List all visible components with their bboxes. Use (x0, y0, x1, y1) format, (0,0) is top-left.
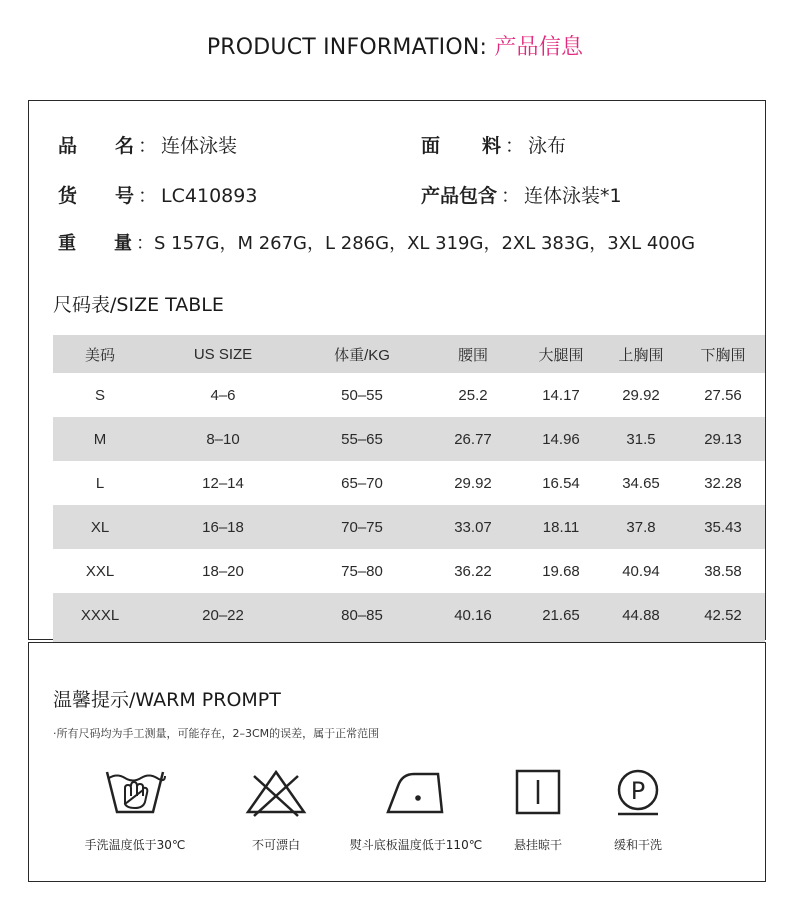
line-dry-icon (506, 768, 570, 818)
size-table-row (53, 593, 765, 637)
size-table-cell: 18–20 (202, 562, 244, 580)
size-table-cell: 34.65 (622, 474, 660, 492)
size-table-cell: 29.92 (454, 474, 492, 492)
size-table-cell: 20–22 (202, 606, 244, 624)
info-value-fabric: 泳布 (528, 135, 567, 157)
care-label: 熨斗底板温度低于110℃ (349, 838, 483, 852)
size-table-cell: 4–6 (210, 386, 236, 404)
dry-clean-p-icon (606, 768, 670, 818)
size-table-cell: 40.94 (622, 562, 660, 580)
size-table-cell: 70–75 (341, 518, 383, 536)
page-title (0, 30, 790, 61)
info-row-weight: 重 量 ：S 157G，M 267G，L 286G，XL 319G，2XL 383G，3XL 400G (58, 229, 695, 255)
size-table-cell: XXL (85, 562, 115, 580)
size-table-cell: XL (90, 518, 110, 536)
care-label: 手洗温度低于30℃ (84, 838, 186, 852)
size-table-cell: 8–10 (206, 430, 240, 448)
size-table-cell: 27.56 (704, 386, 742, 404)
size-table-header-cell: 下胸围 (700, 346, 746, 364)
care-item-hand-wash (60, 768, 210, 853)
size-table-cell: 25.2 (458, 386, 488, 404)
size-table-row (53, 549, 765, 593)
page-title-cn: 产品信息 (494, 35, 584, 60)
size-table-cell: 18.11 (542, 518, 580, 536)
size-table-cell: 50–55 (341, 386, 383, 404)
size-table-title: 尺码表/SIZE TABLE (53, 294, 224, 316)
info-label-weight: 重 量 (58, 233, 132, 254)
size-table-cell: 65–70 (341, 474, 383, 492)
care-label: 悬挂晾干 (513, 838, 562, 852)
warm-prompt-panel (28, 642, 766, 882)
info-label-name: 品 名 (58, 135, 135, 157)
info-label-fabric: 面 料 (421, 135, 502, 157)
size-table-header-cell: 大腿围 (538, 346, 584, 364)
size-table-cell: 80–85 (341, 606, 383, 624)
size-table-cell: 14.17 (542, 386, 580, 404)
care-label: 不可漂白 (251, 838, 300, 852)
size-table-header-cell: 腰围 (457, 346, 488, 364)
size-table-row (53, 417, 765, 461)
size-table-row (53, 373, 765, 417)
size-table-cell: 55–65 (341, 430, 383, 448)
size-table-cell: 40.16 (454, 606, 492, 624)
size-table-cell: 44.88 (622, 606, 660, 624)
size-table-cell: 26.77 (454, 430, 492, 448)
size-table-cell: 12–14 (202, 474, 244, 492)
size-table-row (53, 461, 765, 505)
size-table (53, 335, 765, 642)
size-table-cell: 37.8 (626, 518, 656, 536)
info-value-package: 连体泳装*1 (524, 185, 622, 207)
info-label-package: 产品包含 (421, 185, 498, 207)
size-table-cell: M (93, 430, 107, 448)
size-table-cell: 35.43 (704, 518, 742, 536)
info-label-item-no: 货 号 (58, 185, 135, 207)
size-table-cell: 33.07 (454, 518, 492, 536)
size-table-cell: L (95, 474, 105, 492)
size-table-cell: 16–18 (202, 518, 244, 536)
size-table-cell: 29.92 (622, 386, 660, 404)
page-title-en: PRODUCT INFORMATION: (206, 35, 495, 60)
info-row-name: 品 名 ： 连体泳装 (58, 131, 237, 158)
product-info-panel (28, 100, 766, 640)
size-table-cell: XXXL (80, 606, 120, 624)
iron-icon (384, 768, 448, 818)
size-table-cell: 75–80 (341, 562, 383, 580)
size-table-row (53, 505, 765, 549)
size-table-cell: 29.13 (704, 430, 742, 448)
measurement-note: ·所有尺码均为手工测量，可能存在，2–3CM的误差，属于正常范围 (53, 727, 380, 740)
size-table-cell: 14.96 (542, 430, 580, 448)
info-value-item-no: LC410893 (161, 185, 258, 207)
hand-wash-icon (103, 768, 167, 818)
size-table-cell: S (94, 386, 105, 404)
size-table-header-cell: US SIZE (193, 345, 253, 363)
size-table-cell: 16.54 (542, 474, 580, 492)
no-bleach-icon (244, 768, 308, 818)
size-table-header-row (53, 335, 765, 373)
info-row-fabric: 面 料 ： 泳布 (421, 131, 566, 158)
size-table-cell: 38.58 (704, 562, 742, 580)
size-table-cell: 21.65 (542, 606, 580, 624)
info-row-package: 产品包含 ： 连体泳装*1 (421, 181, 622, 208)
size-table-header-cell: 体重/KG (334, 346, 390, 364)
care-label: 缓和干洗 (613, 838, 662, 852)
size-table-header-cell: 美码 (84, 346, 115, 364)
size-table-cell: 32.28 (704, 474, 742, 492)
svg-text:P: P (630, 777, 646, 805)
size-table-header-cell: 上胸围 (618, 346, 664, 364)
size-table-cell: 42.52 (704, 606, 742, 624)
care-item-dry-clean (563, 768, 713, 853)
info-value-name: 连体泳装 (161, 135, 238, 157)
size-table-cell: 31.5 (626, 430, 656, 448)
info-row-item-no: 货 号 ： LC410893 (58, 181, 257, 208)
size-table-cell: 36.22 (454, 562, 492, 580)
size-table-cell: 19.68 (542, 562, 580, 580)
warm-prompt-title: 温馨提示/WARM PROMPT (53, 689, 281, 711)
info-value-weight: S 157G，M 267G，L 286G，XL 319G，2XL 383G，3XL 400G (154, 233, 696, 254)
